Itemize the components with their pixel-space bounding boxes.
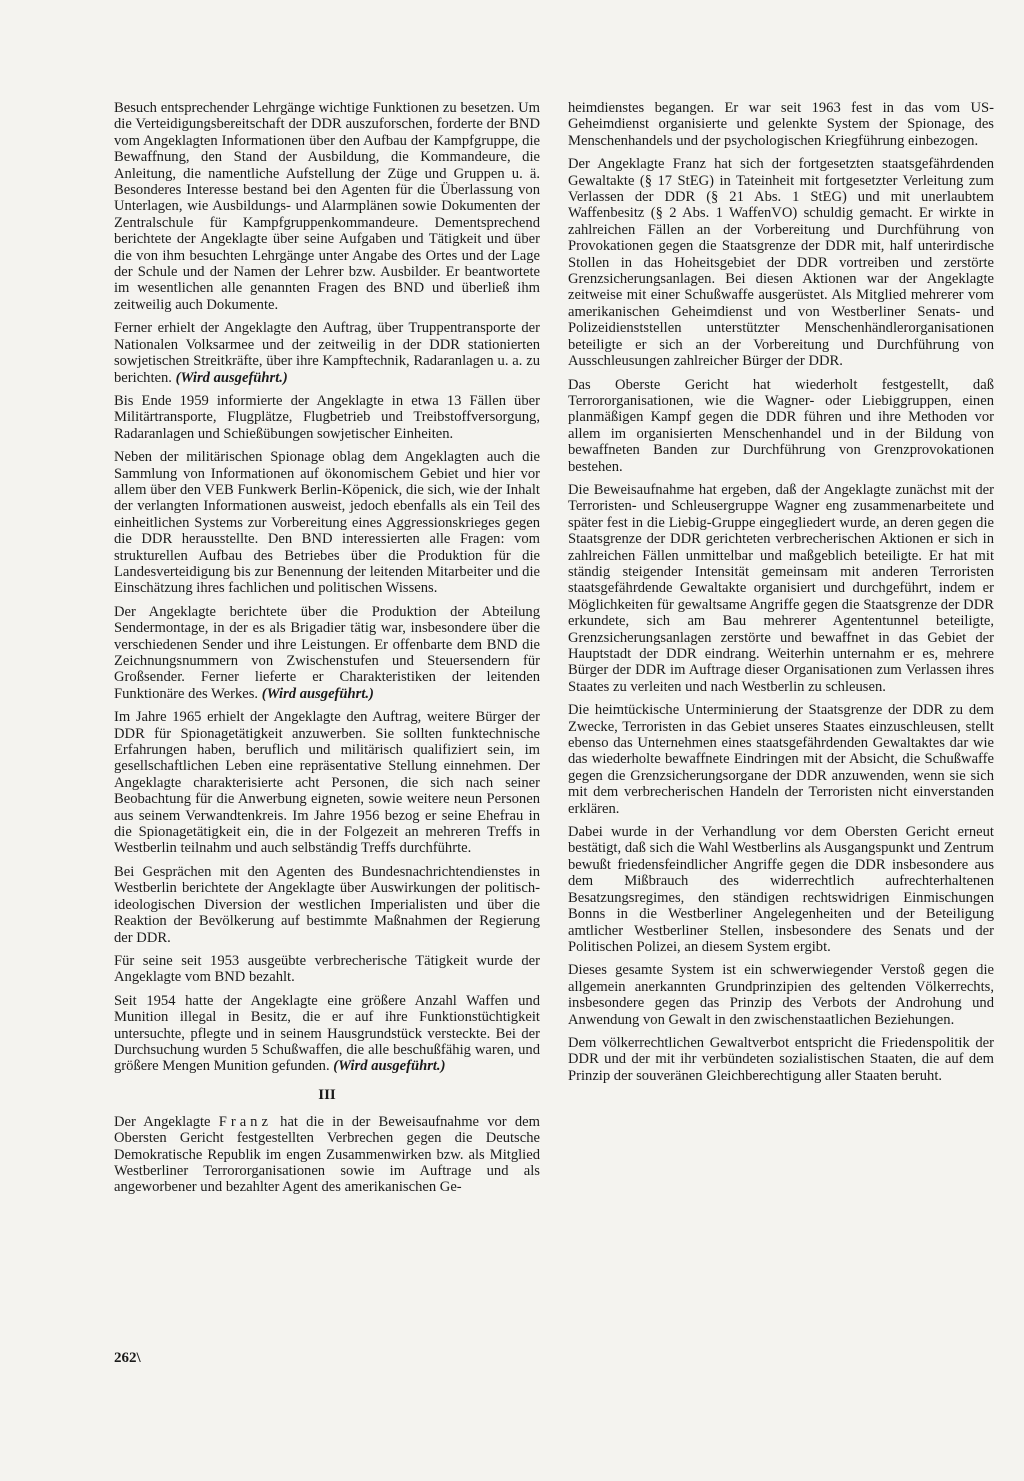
omission-note: (Wird ausgeführt.): [261, 685, 374, 702]
paragraph: [114, 993, 540, 1075]
paragraph: Die Beweisaufnahme hat ergeben, daß der Angeklagte zunächst mit der Terroristen- und Schleusergruppe Wagner eng zusammenarbeitete und später fest in die Liebig-Gruppe eingegliedert wurde, an deren gegen die Staatsgrenze der DDR gerichteten verbrecherischen Aktionen er sich in zahlreichen Fällen unmittelbar und maßgeblich beteiligte. Er hat mit ständig steigender Intensität gemeinsam mit anderen Terroristen staatsgefährdende Gewaltakte organisiert und durchgeführt, indem er Möglichkeiten für gewaltsame Angriffe gegen die Staatsgrenze der DDR erkundete, sich am Bau mehrerer Agententunnel beteiligte, Grenzsicherungsanlagen zerstörte und bewaffnet in das Gebiet der Hauptstadt der DDR eindrang. Weiterhin unternahm er es, mehrere Bürger der DDR im Auftrage dieser Organisationen zum Verlassen ihres Staates zu verleiten und nach Westberlin zu schleusen.: [568, 481, 994, 695]
paragraph-text: hat die in der Beweisaufnahme vor dem Obersten Gericht festgestellten Verbrechen gegen die Deutsche Demokratische Republik im engen Zusammenwirken bzw. als Mitglied Westberliner Terrororganisationen sowie im Auftrage und als angeworbener und bezahlter Agent des amerikanischen Ge-: [114, 1113, 540, 1196]
paragraph: Die heimtückische Unterminierung der Staatsgrenze der DDR zu dem Zwecke, Terroristen in das Gebiet unseres Staates einzuschleusen, stellt ebenso das Unternehmen eines staatsgefährdenden Gewaltaktes dar wie das wiederholte bewaffnete Eindringen mit der Absicht, die Schußwaffe gegen die Grenzsicherungsorgane der DDR anzuwenden, wenn sie sich mit dem verbrecherischen Handeln der Terroristen nicht einverstanden erklären.: [568, 702, 994, 817]
paragraph: Bis Ende 1959 informierte der Angeklagte in etwa 13 Fällen über Militärtransporte, Flugplätze, Flugbetrieb und Treibstoffversorgung, Radaranlagen und Schießübungen sowjetischer Einheiten.: [114, 392, 540, 442]
paragraph: Im Jahre 1965 erhielt der Angeklagte den Auftrag, weitere Bürger der DDR für Spionagetätigkeit anzuwerben. Sie sollten funktechnische Erfahrungen haben, beruflich und militärisch qualifiziert sein, im gesellschaftlichen Leben eine repräsentative Stellung einnehmen. Der Angeklagte charakterisierte acht Personen, die sich nach seiner Beobachtung für die Anwerbung eigneten, sowie weitere neun Personen aus seinem Verwandtenkreis. Im Jahre 1956 bezog er seine Ehefrau in die Spionagetätigkeit ein, die in der Folgezeit an mehreren Treffs in Westberlin teilnahm und auch selbständig Treffs durchführte.: [114, 709, 540, 857]
paragraph: Für seine seit 1953 ausgeübte verbrecherische Tätigkeit wurde der Angeklagte vom BND bezahlt.: [114, 952, 540, 986]
paragraph-text: Ferner erhielt der Angeklagte den Auftrag, über Truppentransporte der Nationalen Volksarmee und der zeitweilig in der DDR stationierten sowjetischen Streitkräfte, über ihre Kampftechnik, Radaranlagen u. a. zu berichten.: [114, 320, 540, 386]
paragraph: Neben der militärischen Spionage oblag dem Angeklagten auch die Sammlung von Informationen auf ökonomischem Gebiet und hier vor allem über den VEB Funkwerk Berlin-Köpenick, die sich, wie der Inhalt der verlangten Informationen ausweist, jedoch ebenfalls als ein Teil des einheitlichen Systems zur Vorbereitung eines Aggressionskrieges gegen die DDR herausstellte. Den BND interessierten alle Fragen: vom strukturellen Aufbau des Betriebes über die Produktion für die Landesverteidigung bis zur Benennung der leitenden Mitarbeiter und die Einschätzung ihres fachlichen und politischen Wissens.: [114, 449, 540, 597]
paragraph: [114, 320, 540, 386]
right-column: [568, 100, 994, 1091]
paragraph: Dem völkerrechtlichen Gewaltverbot entspricht die Friedenspolitik der DDR und der mit ihr verbündeten sozialistischen Staaten, die auf dem Prinzip der souveränen Gleichberechtigung aller Staaten beruht.: [568, 1034, 994, 1084]
paragraph: Der Angeklagte Franz hat sich der fortgesetzten staatsgefährdenden Gewaltakte (§ 17 StEG) in Tateinheit mit fortgesetzter Verleitung zum Verlassen der DDR (§ 21 Abs. 1 StEG) und mit unerlaubtem Waffenbesitz (§ 2 Abs. 1 WaffenVO) schuldig gemacht. Er wirkte in zahlreichen Fällen an der Vorbereitung und Durchführung von Provokationen gegen die Staatsgrenze der DDR mit, half unterirdische Stollen in das Hoheitsgebiet der DDR vortreiben und zerstörte Grenzsicherungsanlagen. Bei diesen Aktionen war der Angeklagte zeitweise mit einer Schußwaffe ausgerüstet. Als Mitglied mehrerer vom amerikanischen Geheimdienst und von Westberliner Senats- und Polizeidienststellen unterstützter Menschenhändlerorganisationen beteiligte er sich an der Vorbereitung und Durchführung von Ausschleusungen zahlreicher Bürger der DDR.: [568, 156, 994, 370]
paragraph: Bei Gesprächen mit den Agenten des Bundesnachrichtendienstes in Westberlin berichtete der Angeklagte über Auswirkungen der politisch-ideologischen Diversion der westlichen Imperialisten und über die Reaktion der Bevölkerung auf bestimmte Maßnahmen der Regierung der DDR.: [114, 863, 540, 946]
paragraph: heimdienstes begangen. Er war seit 1963 fest in das vom US-Geheimdienst organisierte und gelenkte System der Spionage, des Menschenhandels und der psychologischen Kriegführung einbezogen.: [568, 100, 994, 149]
omission-note: (Wird ausgeführt.): [175, 369, 288, 386]
paragraph: Besuch entsprechender Lehrgänge wichtige Funktionen zu besetzen. Um die Verteidigungsbereitschaft der DDR auszuforschen, forderte der BND vom Angeklagten Informationen über den Aufbau der Kampfgruppe, die Bewaffnung, den Stand der Ausbildung, die Kommandeure, die Anleitung, die namentliche Aufstellung der Züge und Gruppen u. ä. Besonderes Interesse bestand bei den Agenten für die Überlassung von Unterlagen, wie Ausbildungs- und Alarmplänen sowie Dokumenten der Zentralschule für Kampfgruppenkommandeure. Dementsprechend berichtete der Angeklagte über seine Aufgaben und Tätigkeit und über die von ihm besuchten Lehrgänge unter Angabe des Ortes und der Lage der Schule und der Namen der Lehrer bzw. Ausbilder. Er beantwortete im wesentlichen alle genannten Fragen des BND und überließ ihm zeitweilig auch Dokumente.: [114, 100, 540, 313]
paragraph-text: Der Angeklagte berichtete über die Produktion der Abteilung Sendermontage, in der es als Brigadier tätig war, insbesondere über die verschiedenen Sender und ihre Leistungen. Er offenbarte dem BND die Zeichnungsnummern von Zwischenstufen und Steuersendern für Großsender. Ferner lieferte er Charakteristiken der leitenden Funktionäre des Werkes.: [114, 603, 540, 702]
paragraph: [114, 1114, 540, 1196]
omission-note: (Wird ausgeführt.): [333, 1058, 446, 1075]
section-heading: III: [318, 1086, 336, 1103]
paragraph: [114, 604, 540, 702]
paragraph: Dieses gesamte System ist ein schwerwiegender Verstoß gegen die allgemein anerkannten Grundprinzipien des geltenden Völkerrechts, insbesondere gegen das Prinzip des Verbots der Androhung und Anwendung von Gewalt in den zwischenstaatlichen Beziehungen.: [568, 962, 994, 1028]
defendant-name: Franz: [218, 1113, 272, 1130]
paragraph-text: Seit 1954 hatte der Angeklagte eine größere Anzahl Waffen und Munition illegal in Besitz, die er auf ihre Funktionstüchtigkeit untersuchte, pflegte und in seinem Hausgrundstück versteckte. Bei der Durchsuchung wurden 5 Schußwaffen, die alle beschußfähig waren, und größere Mengen Munition gefunden.: [114, 992, 540, 1075]
paragraph: Das Oberste Gericht hat wiederholt festgestellt, daß Terrororganisationen, wie die Wagner- oder Liebiggruppen, einen planmäßigen Kampf gegen die DDR führen und ihre Methoden vor allem im organisierten Menschenhandel und in der Bildung von bewaffneten Banden zur Durchführung von Grenzprovokationen bestehen.: [568, 376, 994, 475]
paragraph: Dabei wurde in der Verhandlung vor dem Obersten Gericht erneut bestätigt, daß sich die Wahl Westberlins als Ausgangspunkt und Zentrum bewußt friedensfeindlicher Angriffe gegen die DDR insbesondere aus dem Mißbrauch des widerrechtlich aufrechterhaltenen Besatzungsregimes, den ständigen rechtswidrigen Einmischungen Bonns in die Westberliner Angelegenheiten und der Beteiligung amtlicher Westberliner Stellen, insbesondere des Senats und der Politischen Polizei, an diesem System ergibt.: [568, 824, 994, 955]
paragraph-text: Der Angeklagte: [114, 1113, 211, 1130]
page-number: 262\: [114, 1350, 141, 1366]
left-column: [114, 100, 540, 1203]
